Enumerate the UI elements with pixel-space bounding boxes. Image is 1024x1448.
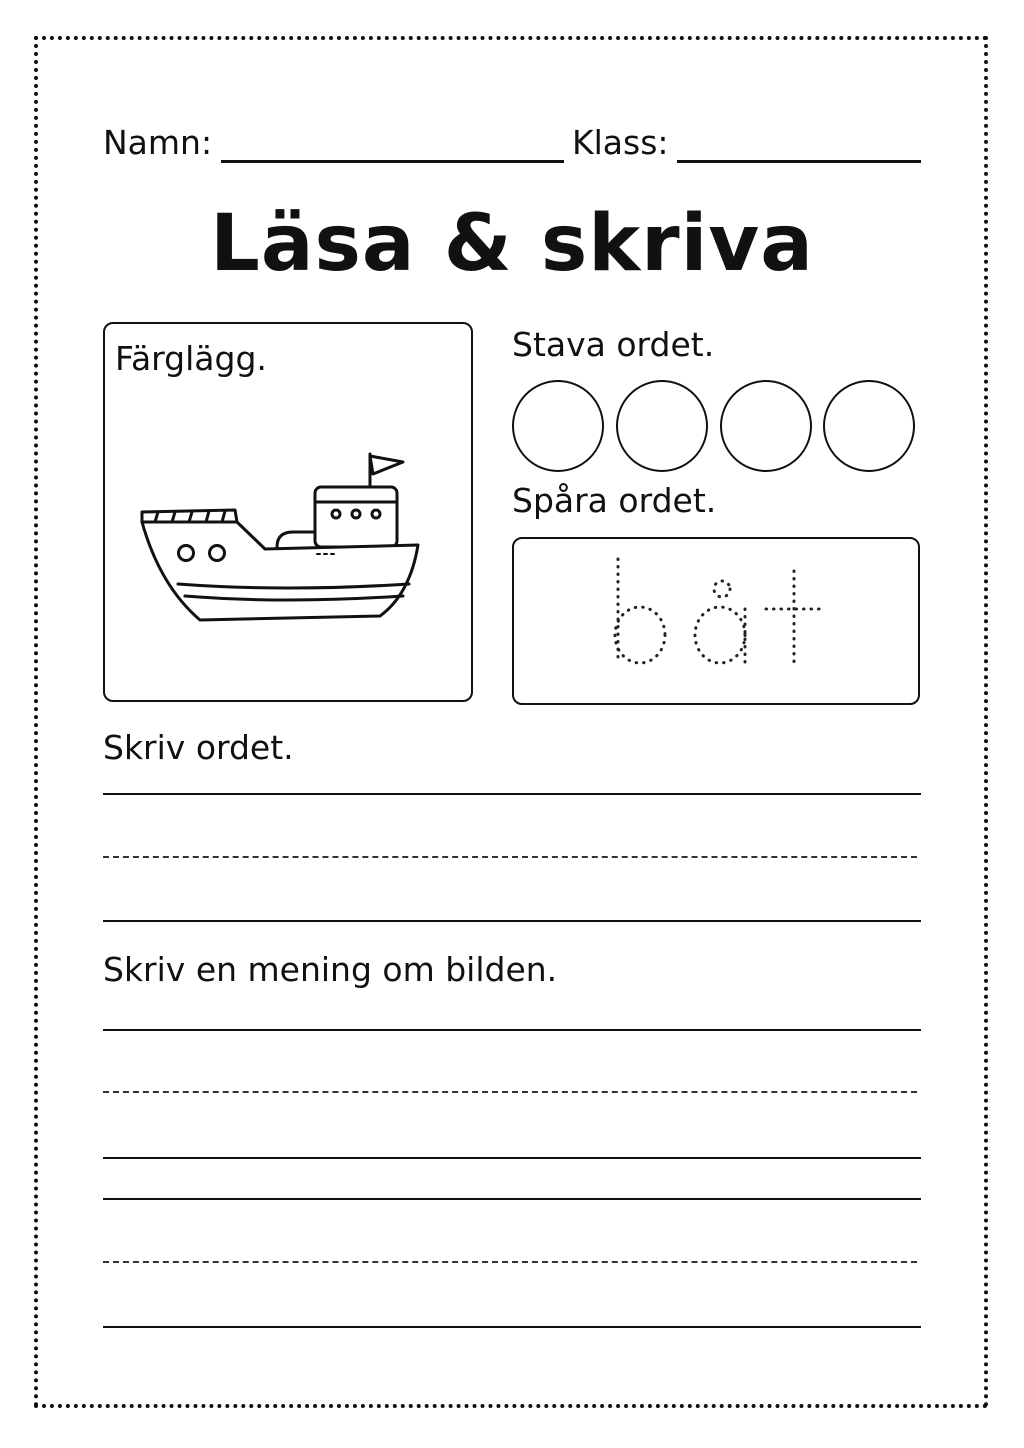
class-label: Klass: xyxy=(572,123,669,162)
trace-word-box[interactable] xyxy=(512,537,920,705)
traced-word xyxy=(514,539,922,707)
letter-circle-1[interactable] xyxy=(512,380,604,472)
page-title: Läsa & skriva xyxy=(210,199,814,289)
trace-label: Spåra ordet. xyxy=(512,481,717,520)
sentence-line-1-base[interactable] xyxy=(103,1157,921,1159)
name-field[interactable] xyxy=(221,160,564,163)
write-word-label: Skriv ordet. xyxy=(103,728,294,767)
letter-circle-2[interactable] xyxy=(616,380,708,472)
color-label: Färglägg. xyxy=(115,339,267,378)
sentence-line-2-base[interactable] xyxy=(103,1326,921,1328)
spell-label: Stava ordet. xyxy=(512,325,715,364)
write-word-top-line[interactable] xyxy=(103,793,921,795)
sentence-line-1-top[interactable] xyxy=(103,1029,921,1031)
boat-icon xyxy=(105,324,475,704)
name-label: Namn: xyxy=(103,123,213,162)
sentence-line-2-mid xyxy=(103,1261,917,1263)
color-picture-box[interactable] xyxy=(103,322,473,702)
letter-circle-4[interactable] xyxy=(823,380,915,472)
write-word-base-line[interactable] xyxy=(103,920,921,922)
sentence-line-2-top[interactable] xyxy=(103,1198,921,1200)
letter-circle-3[interactable] xyxy=(720,380,812,472)
class-field[interactable] xyxy=(677,160,921,163)
write-word-mid-line xyxy=(103,856,917,858)
sentence-line-1-mid xyxy=(103,1091,917,1093)
write-sentence-label: Skriv en mening om bilden. xyxy=(103,950,558,989)
